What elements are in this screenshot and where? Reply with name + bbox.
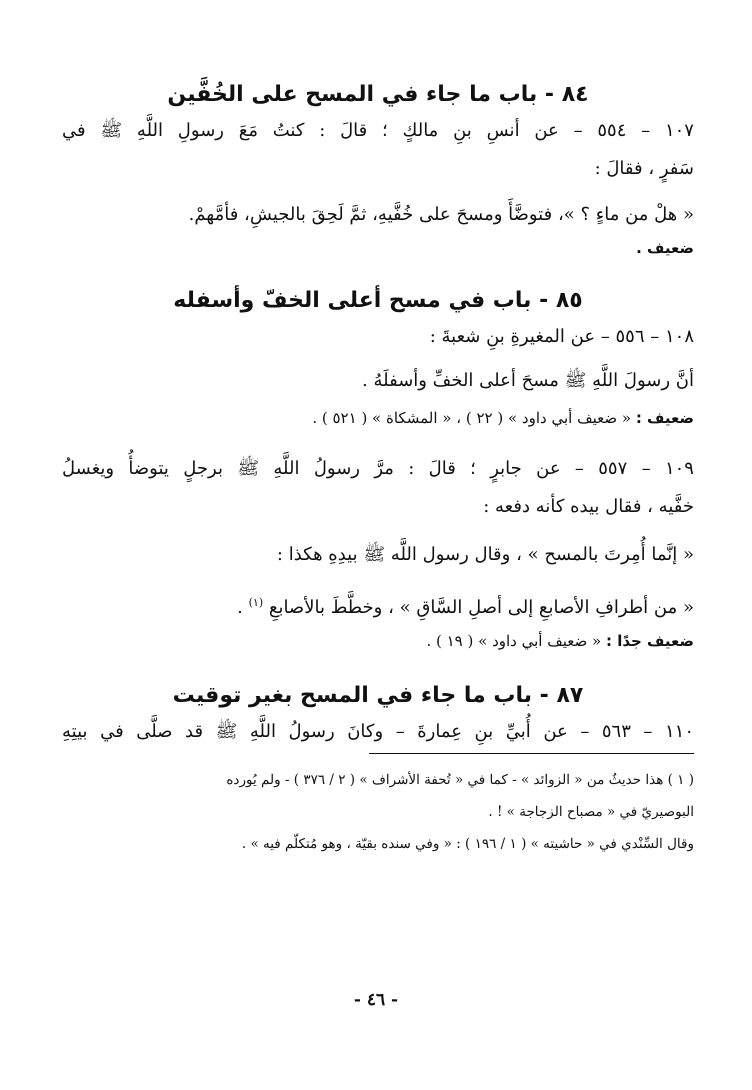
hadith-107-line-1: ١٠٧ – ٥٥٤ – عن أنسِ بنِ مالكٍ ؛ قالَ : كنتُ مَعَ رسولِ اللَّهِ ﷺ في xyxy=(62,120,694,141)
hadith-109-line-4 xyxy=(62,584,694,627)
hadith-109-line-3: « إنَّما أُمِرتَ بالمسح » ، وقال رسول اللَّه ﷺ بيدِهِ هكذا : xyxy=(276,544,694,565)
hadith-109-grade xyxy=(62,627,694,655)
hadith-107-line-3: « هلْ من ماءٍ ؟ »، فتوضَّأَ ومسحَ على خُفَّيهِ، ثمَّ لَحِقَ بالجيشِ، فأمَّهمْ. xyxy=(188,204,694,225)
footnote-marker[interactable]: (١) xyxy=(248,596,264,609)
chapter-heading-87: ٨٧ - باب ما جاء في المسح بغير توقيت xyxy=(172,683,584,708)
hadith-110-line-1: ١١٠ – ٥٦٣ – عن أُبيِّ بنِ عِمارةَ – وكانَ رسولُ اللَّهِ ﷺ قد صلَّى في بيتِهِ xyxy=(62,721,694,742)
footnote-line-3: وقال السِّنْدي في « حاشيته » ( ١ / ١٩٦ ) : « وفي سنده بقيّة ، وهو مُتكلّم فيه » . xyxy=(241,836,694,852)
footnote-line-2: البوصيريّ في « مصباح الزجاجة » ! . xyxy=(488,804,694,820)
hadith-109-line-4-text: « من أطرافِ الأصابعِ إلى أصلِ السَّاقِ » ، وخطَّطَ بالأصابعِ xyxy=(268,597,694,618)
hadith-108-grade xyxy=(62,404,694,432)
grade-reference: « ضعيف أبي داود » ( ١٩ ) . xyxy=(426,632,602,650)
hadith-107-grade: ضعيف . xyxy=(636,239,694,257)
hadith-108-line-1: ١٠٨ – ٥٥٦ – عن المغيرةِ بنِ شعبةَ : xyxy=(429,326,694,347)
footnote-divider xyxy=(369,753,694,754)
hadith-109-line-1: ١٠٩ – ٥٥٧ – عن جابرٍ ؛ قالَ : مرَّ رسولُ اللَّهِ ﷺ برجلٍ يتوضأُ ويغسلُ xyxy=(62,458,694,479)
chapter-heading-85: ٨٥ - باب في مسح أعلى الخفّ وأسفله xyxy=(173,288,583,313)
grade-label: ضعيف جدًا : xyxy=(605,632,694,650)
hadith-109-line-4-end: . xyxy=(237,597,243,618)
hadith-108-line-2: أنَّ رسولَ اللَّهِ ﷺ مسحَ أعلى الخفِّ وأسفلَهُ . xyxy=(362,370,694,391)
grade-reference: « ضعيف أبي داود » ( ٢٢ ) ، « المشكاة » ( ٥٢١ ) . xyxy=(312,409,632,427)
grade-label: ضعيف : xyxy=(635,409,694,427)
hadith-109-line-2: خفَّيه ، فقال بيده كأنه دفعه : xyxy=(483,496,694,517)
chapter-heading-84: ٨٤ - باب ما جاء في المسح على الخُفَّين xyxy=(167,82,589,107)
page-number: - ٤٦ - xyxy=(353,990,399,1010)
hadith-107-line-2: سَفرٍ ، فقالَ : xyxy=(594,158,694,179)
footnote-line-1: ( ١ ) هذا حديثٌ من « الزوائد » - كما في « تُحفة الأشراف » ( ٢ / ٣٧٦ ) - ولم يُورده xyxy=(226,772,694,788)
